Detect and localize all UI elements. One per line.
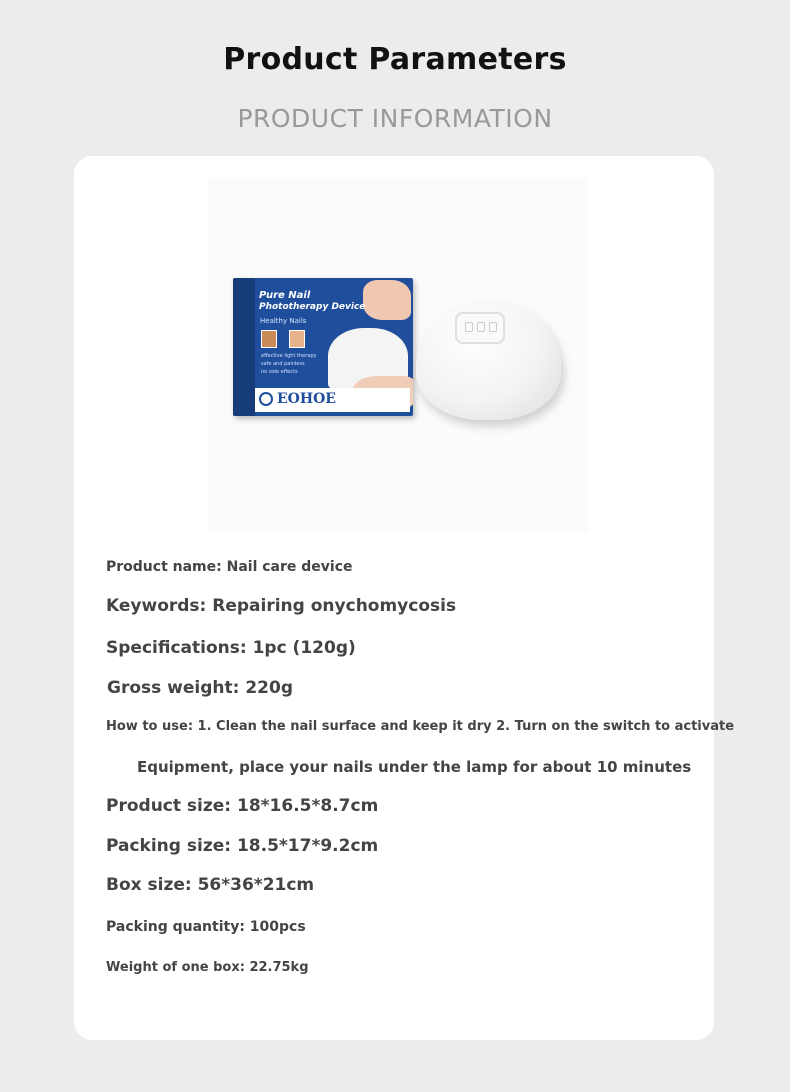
keywords: Keywords: Repairing onychomycosis [106, 596, 457, 616]
box-side-panel [233, 278, 255, 416]
box-bullets [261, 352, 316, 376]
nail-after-image [289, 330, 305, 348]
lamp-button [465, 322, 473, 332]
brand-logo-icon [259, 392, 273, 406]
packing-size: Packing size: 18.5*17*9.2cm [106, 836, 379, 856]
lamp-button [489, 322, 497, 332]
product-size: Product size: 18*16.5*8.7cm [106, 796, 379, 816]
box-size: Box size: 56*36*21cm [106, 875, 315, 895]
nail-before-image [261, 330, 277, 348]
specifications: Specifications: 1pc (120g) [106, 638, 356, 658]
box-bullet: no side effects [261, 369, 298, 375]
lamp-buttons [455, 312, 505, 344]
gross-weight: Gross weight: 220g [107, 678, 294, 698]
lamp-button [477, 322, 485, 332]
box-bullet: safe and painless [261, 361, 305, 367]
feet-graphic [363, 280, 411, 320]
how-to-use: How to use: 1. Clean the nail surface and keep it dry 2. Turn on the switch to activate [106, 719, 735, 734]
box-title: Pure Nail [259, 290, 311, 301]
box-weight: Weight of one box: 22.75kg [106, 960, 309, 975]
product-name: Product name: Nail care device [106, 559, 353, 575]
page-subtitle: PRODUCT INFORMATION [237, 104, 553, 133]
page-title: Product Parameters [223, 42, 567, 77]
how-to-use-continued: Equipment, place your nails under the lamp for about 10 minutes [137, 758, 692, 776]
box-tagline: Healthy Nails [260, 317, 307, 325]
box-brand: EOHOE [277, 391, 336, 407]
packing-quantity: Packing quantity: 100pcs [106, 919, 306, 935]
box-subtitle: Phototherapy Device [259, 302, 366, 312]
box-bullet: effective light therapy [261, 353, 317, 359]
